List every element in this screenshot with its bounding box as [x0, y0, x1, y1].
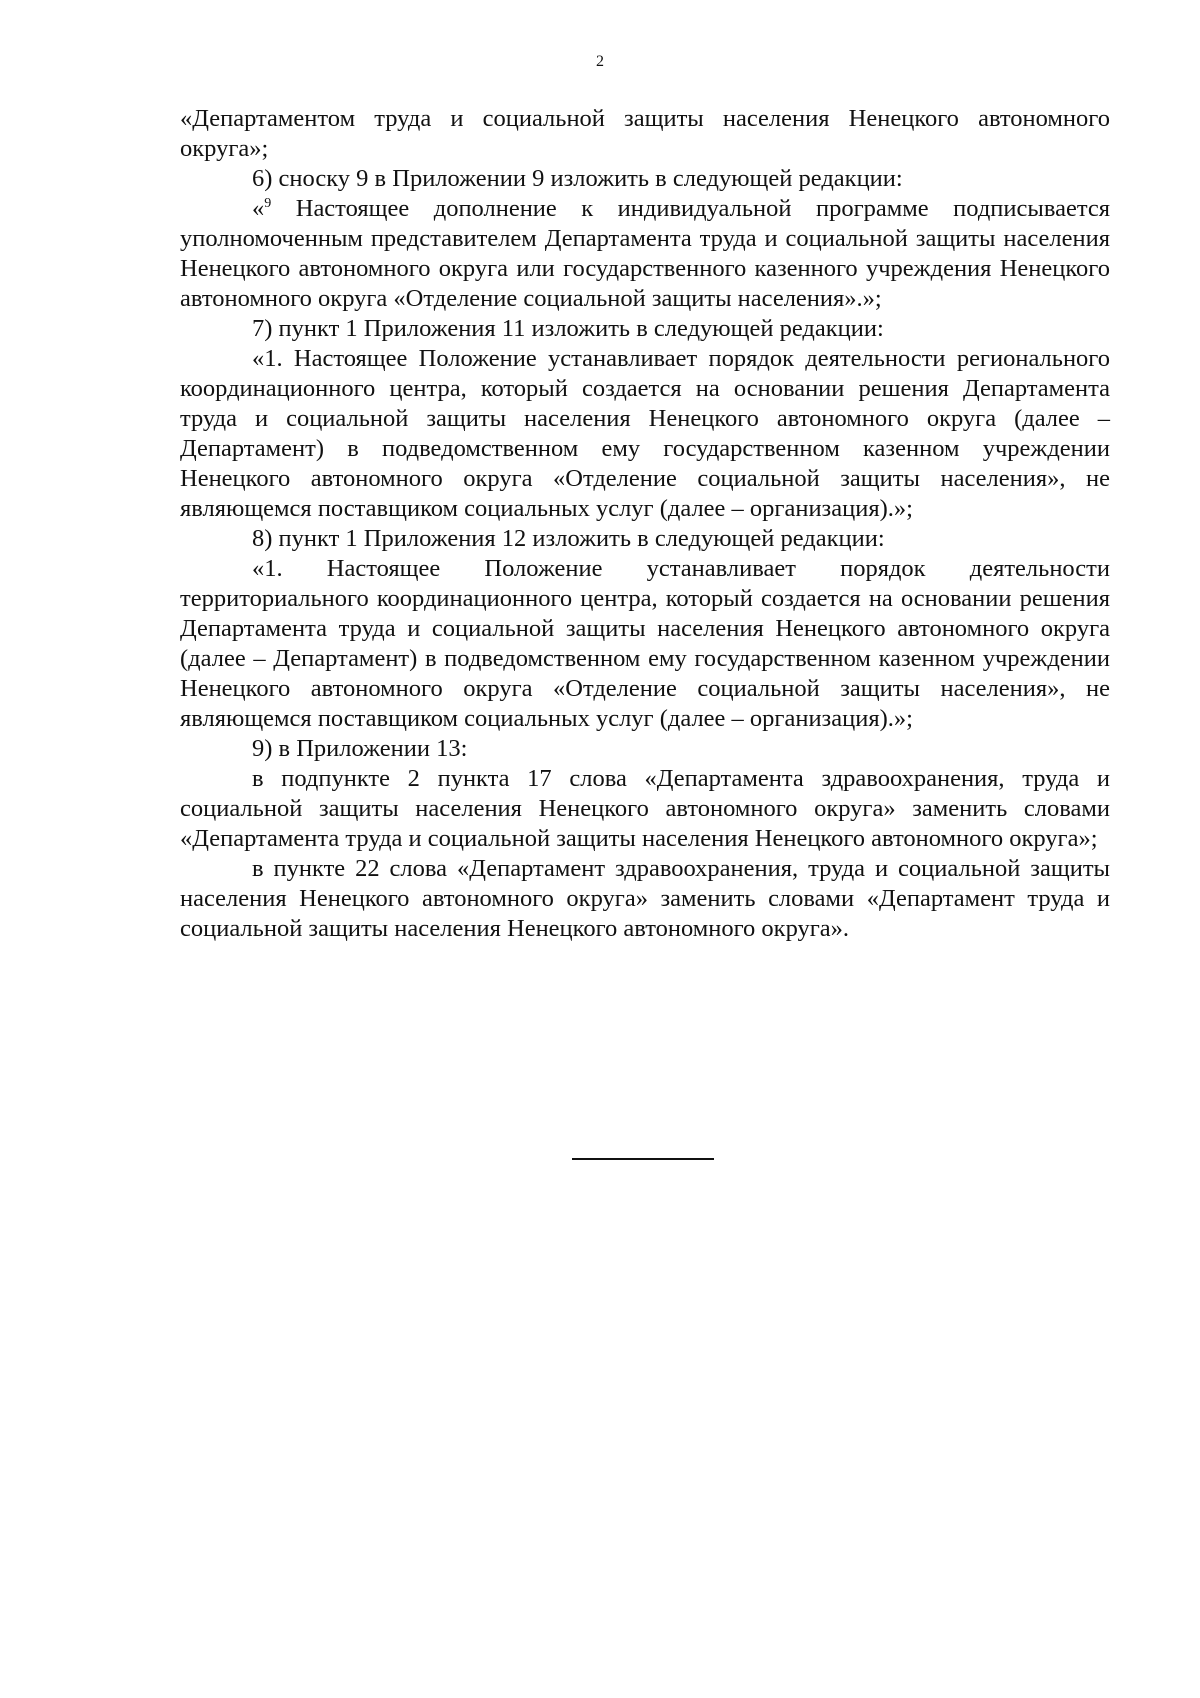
paragraph-regional-center: «1. Настоящее Положение устанавливает порядок деятельности регионального координационного центра, который создается на основании решения Департамента труда и социальной защиты населения Ненецкого автономного округа (далее – Департамент) в подведомственном ему государственном казенном учреждении Ненецкого автономного округа «Отделение социальной защиты населения», не являющемся поставщиком социальных услуг (далее – организация).»; — [180, 345, 1110, 522]
paragraph-footnote-text — [180, 194, 1110, 314]
paragraph-item-6: 6) сноску 9 в Приложении 9 изложить в следующей редакции: — [252, 165, 903, 192]
end-of-document-rule — [572, 1158, 714, 1160]
page-number: 2 — [596, 53, 604, 70]
paragraph-item-8: 8) пункт 1 Приложения 12 изложить в следующей редакции: — [252, 525, 885, 552]
footnote-marker: 9 — [264, 195, 272, 211]
footnote-body: Настоящее дополнение к индивидуальной программе подписывается уполномоченным представителем Департамента труда и социальной защиты населения Ненецкого автономного округа или государственного казенного учреждения Ненецкого автономного округа «Отделение социальной защиты населения».»; — [180, 195, 1110, 312]
document-body — [180, 104, 1110, 944]
paragraph-continuation: «Департаментом труда и социальной защиты населения Ненецкого автономного округа»; — [180, 105, 1110, 162]
paragraph-item-7: 7) пункт 1 Приложения 11 изложить в следующей редакции: — [252, 315, 884, 342]
paragraph-subitem-22: в пункте 22 слова «Департамент здравоохранения, труда и социальной защиты населения Ненецкого автономного округа» заменить словами «Департамент труда и социальной защиты населения Ненецкого автономного округа». — [180, 855, 1110, 942]
quote-open: « — [252, 195, 265, 222]
paragraph-subitem-17: в подпункте 2 пункта 17 слова «Департамента здравоохранения, труда и социальной защиты населения Ненецкого автономного округа» заменить словами «Департамента труда и социальной защиты населения Ненецкого автономного округа»; — [180, 765, 1110, 852]
paragraph-territorial-center: «1. Настоящее Положение устанавливает порядок деятельности территориального координационного центра, который создается на основании решения Департамента труда и социальной защиты населения Ненецкого автономного округа (далее – Департамент) в подведомственном ему государственном казенном учреждении Ненецкого автономного округа «Отделение социальной защиты населения», не являющемся поставщиком социальных услуг (далее – организация).»; — [180, 555, 1110, 732]
paragraph-item-9: 9) в Приложении 13: — [252, 735, 468, 762]
